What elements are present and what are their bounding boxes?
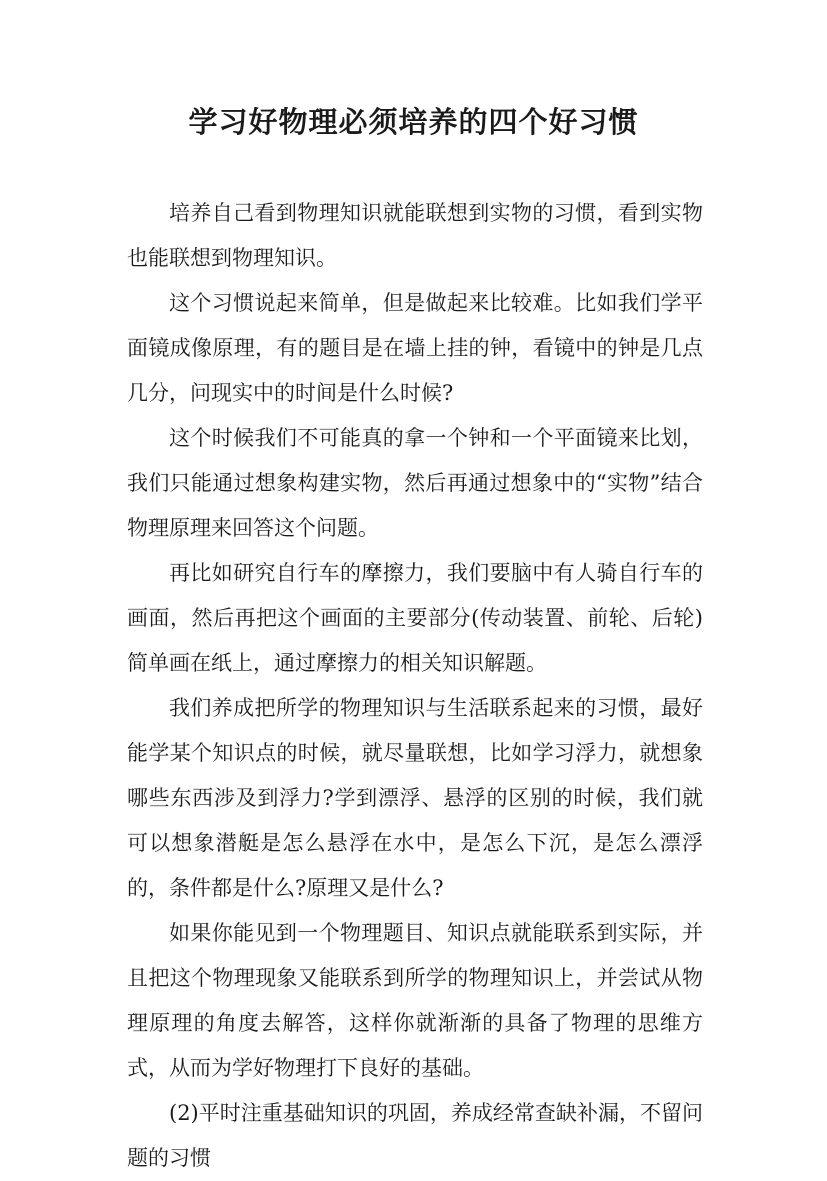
paragraph-1: 培养自己看到物理知识就能联想到实物的习惯，看到实物也能联想到物理知识。	[127, 201, 703, 270]
paragraph-7: (2)平时注重基础知识的巩固，养成经常查缺补漏，不留问题的习惯	[127, 1101, 703, 1170]
paragraph-4: 再比如研究自行车的摩擦力，我们要脑中有人骑自行车的画面，然后再把这个画面的主要部分(传动装置、前轮、后轮)简单画在纸上，通过摩擦力的相关知识解题。	[127, 561, 703, 675]
paragraph-2: 这个习惯说起来简单，但是做起来比较难。比如我们学平面镜成像原理，有的题目是在墙上挂的钟，看镜中的钟是几点几分，问现实中的时间是什么时候?	[127, 291, 703, 405]
document-title: 学习好物理必须培养的四个好习惯	[188, 105, 639, 139]
paragraph-6: 如果你能见到一个物理题目、知识点就能联系到实际，并且把这个物理现象又能联系到所学的物理知识上，并尝试从物理原理的角度去解答，这样你就渐渐的具备了物理的思维方式，从而为学好物理打下良好的基础。	[127, 921, 703, 1080]
paragraph-3: 这个时候我们不可能真的拿一个钟和一个平面镜来比划，我们只能通过想象构建实物，然后再通过想象中的“实物”结合物理原理来回答这个问题。	[127, 426, 703, 540]
document-body	[127, 191, 703, 1181]
paragraph-5: 我们养成把所学的物理知识与生活联系起来的习惯，最好能学某个知识点的时候，就尽量联想，比如学习浮力，就想象哪些东西涉及到浮力?学到漂浮、悬浮的区别的时候，我们就可以想象潜艇是怎么悬浮在水中，是怎么下沉，是怎么漂浮的，条件都是什么?原理又是什么?	[127, 696, 703, 900]
